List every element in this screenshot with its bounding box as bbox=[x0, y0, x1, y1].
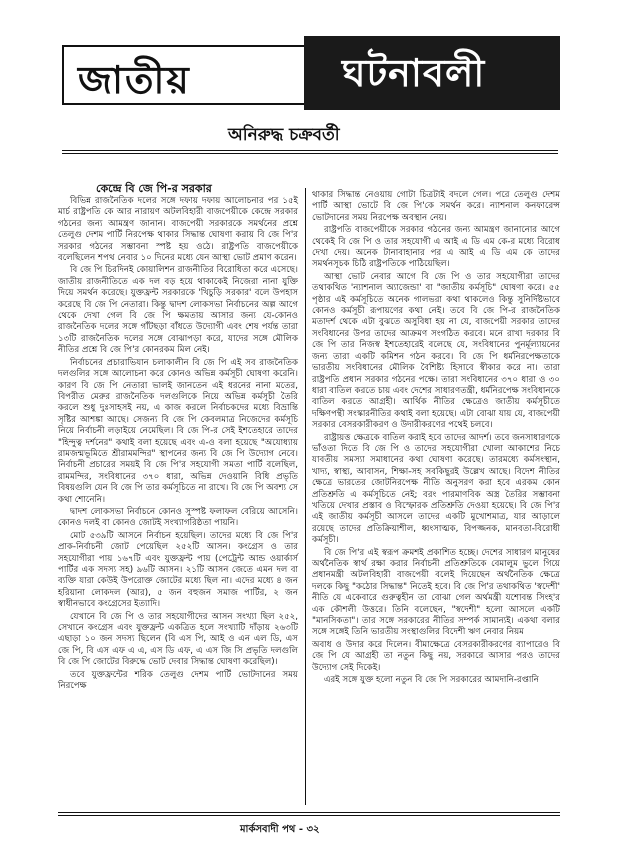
paragraph: এরই সঙ্গে যুক্ত হলো নতুন বি জে পি সরকারের আমদানি-রপ্তানি bbox=[324, 675, 539, 686]
author-name: অনিরুদ্ধ চক্রবর্তী bbox=[228, 125, 340, 145]
paragraph: অবাধ ও উদার করে দিলেন। বীমাক্ষেত্রে বেসরকারীকরণের ব্যাপারেও বি জে পি যে আগ্রহী তা নতুন কিছু নয়, সরকারে আসার পরও তাদের উদ্যোগ সেই দিকেই। bbox=[312, 639, 560, 673]
left-column bbox=[58, 196, 298, 693]
paragraph: মোট ৫৩৯টি আসনে নির্বাচন হয়েছিল। তাদের মধ্যে বি জে পি'র প্রাক-নির্বাচনী জোট পেয়েছিল ২৫২টি আসন। কংগ্রেস ও তার সহযোগীরা পায় ১৬৭টি এবং যুক্তফ্রন্ট পায় (পেট্রেন্ট আন্ড ওয়ার্কার্স পার্টির এক সদস্য সহ) ৯৬টি আসন। ২১টি আসন জেতে এমন দল বা ব্যক্তি যারা কেউই উপরোক্ত জোটের মধ্যে ছিল না। এদের মধ্যে ৪ জন হরিয়ানা লোকদল (আর), ৫ জন বহুজন সমাজ পার্টির, ২ জন স্বাধীনভাবে কংগ্রেসের ইত্যাদি। bbox=[58, 530, 298, 610]
paragraph: যেখানে বি জে পি ও তার সহযোগীদের আসন সংখ্যা ছিল ২৫২, সেখানে কংগ্রেস এবং যুক্তফ্রন্ট একত্রিত হলে সংখ্যাটি দাঁড়ায় ২৬৩টি এছাড়া ১০ জন সদস্য ছিলেন (বি এস পি, আই ও এন এল ডি, এস জে পি, বি এস এফ এ এ, এস ডি এফ, এ এস জি সি প্রভৃতি দলগুলি বি জে পি জোটের বিরুদ্ধে ভোট দেবার সিদ্ধান্ত ঘোষণা করেছিল)। bbox=[58, 611, 298, 668]
column-divider bbox=[305, 188, 306, 805]
bottom-rule-secondary bbox=[58, 815, 560, 816]
banner-title-left: জাতীয় bbox=[78, 58, 191, 102]
banner-left-box bbox=[62, 45, 312, 105]
section-banner bbox=[62, 36, 560, 114]
paragraph: নির্বাচনের প্রচারাভিযান চলাকালীন বি জে পি এই সব রাজনৈতিক দলগুলির সঙ্গে আলোচনা করে কোনও অভিন্ন কর্মসূচী ঘোষণা করেনি। কারণ বি জে পি নেতারা ভালই জানতেন এই ধরনের নানা মতের, বিপরীত মেরুর রাজনৈতিক দলগুলিকে নিয়ে অভিন্ন কর্মসূচী তৈরি করলে শুধু দুঃসাহসই নয়, এ কাজ করলে নির্বাচকদের মধ্যে বিভ্রান্তি সৃষ্টির আশঙ্কা আছে। সেজন্য বি জে পি কেবলমাত্র নিজেদের কর্মসূচি নিয়ে নির্বাচনী লড়াইয়ে নেমেছিল। বি জে পি-র সেই ইশতেহারে তাদের "হিন্দুত্ব দর্শনের" কথাই বলা হয়েছে এবং এ-ও বলা হয়েছে "অযোধ্যায় রামজন্মভূমিতে শ্রীরামমন্দির" স্থাপনের জন্য বি জে পি উদ্যোগ নেবে। নির্বাচনী প্রচারের সময়ই বি জে পি'র সহযোগী সমতা পার্টি বলেছিল, রামমন্দির, সংবিধানের ৩৭০ ধারা, অভিন্ন দেওয়ানি বিধি প্রভৃতি বিষয়গুলি যেন বি জে পি তার কর্মসূচিতে না রাখে। বি জে পি অবশ্য সে কথা শোনেনি। bbox=[58, 357, 298, 505]
paragraph: বি জে পি চিরদিনই কোয়ালিশন রাজনীতির বিরোধিতা করে এসেছে। জাতীয় রাজনীতিতে এক দল বড় হয়ে থাকাকেই নিজেরা নানা যুক্তি দিয়ে সমর্থন করেছে। যুক্তফ্রন্ট সরকারকে 'খিচুড়ি সরকার' বলে উপহাস করেছে বি জে পি নেতারা। কিন্তু দ্বাদশ লোকসভা নির্বাচনের অল্প আগে থেকে দেখা গেল বি জে পি ক্ষমতায় আসার জন্য যে-কোনও রাজনৈতিক দলের সঙ্গে গাঁটছড়া বাঁধতে উদ্যোগী এবং শেষ পর্যন্ত তারা ১৩টি রাজনৈতিক দলের সঙ্গে বোঝাপড়া করে, যাদের সঙ্গে মৌলিক নীতির প্রশ্নে বি জে পি'র কোনরকম মিল নেই। bbox=[58, 265, 298, 356]
banner-title-right: ঘটনাবলী bbox=[342, 51, 486, 95]
paragraph: বিভিন্ন রাজনৈতিক দলের সঙ্গে দফায় দফায় আলোচনার পর ১৫ই মার্চ রাষ্ট্রপতি কে আর নারায়ণ অটলবিহারী বাজপেয়ীকে কেন্দ্রে সরকার গঠনের জন্য আমন্ত্রণ জানান। বাজপেয়ী সরকারকে সমর্থনের প্রশ্নে তেলুগু দেশম পার্টি নিরপেক্ষ থাকার সিদ্ধান্ত ঘোষণা করায় বি জে পি'র সরকার গঠনের সম্ভাবনা স্পষ্ট হয় ওঠে। রাষ্ট্রপতি বাজপেয়ীকে বলেছিলেন শপথ নেবার ১০ দিনের মধ্যে যেন আস্থা ভোট প্রমাণ করেন। bbox=[58, 196, 298, 264]
paragraph: রাষ্ট্রপতি বাজপেয়ীকে সরকার গঠনের জন্য আমন্ত্রণ জানানোর আগে থেকেই বি জে পি ও তার সহযোগী এ আই এ ডি এম কে-র মধ্যে বিরোধ দেখা দেয়। অনেক টানাবাহানার পর এ আই এ ডি এম কে তাদের সমর্থনসূচক চিঠি রাষ্ট্রপতিকে পাঠিয়েছিল। bbox=[312, 225, 560, 270]
paragraph: আস্থা ভোট নেবার আগে বি জে পি ও তার সহযোগীরা তাদের তথাকথিত 'ন্যাশনাল অ্যাজেন্ডা' বা "জাতীয় কর্মসূচি" ঘোষণা করে। ৫৫ পৃষ্ঠার এই কর্মসূচিতে অনেক গালভরা কথা থাকলেও কিন্তু সুনির্দিষ্টভাবে কোনও কর্মসূচী রূপায়ণের কথা নেই। তবে বি জে পি-র রাজনৈতিক মতাদর্শ থেকে এটা বুঝতে অসুবিধা হয় না যে, বাজপেয়ী সরকার তাদের সংবিধানের উপর তাদের আক্রমণ সংগঠিত করবে। মনে রাখা দরকার বি জে পি তার নিজস্ব ইশতেহারেই বলেছে যে, সংবিধানের পুনর্মূল্যায়নের জন্য তারা একটি কমিশন গঠন করবে। বি জে পি ধর্মনিরপেক্ষতাকে ভারতীয় সংবিধানের মৌলিক বৈশিষ্ট্য হিসাবে স্বীকার করে না। তারা রাষ্ট্রপতি প্রধান সরকার গঠনের পক্ষে। তারা সংবিধানের ৩৭০ ধারা ও ৩০ ধারা বাতিল করতে চায় এবং দেশের সাধারণতন্ত্রী, ধর্মনিরপেক্ষ সংবিধানকে বাতিল করতে আগ্রহী। আর্থিক নীতির ক্ষেত্রেও জাতীয় কর্মসূচীতে দক্ষিণপন্থী সংস্কারনীতির কথাই বলা হয়েছে। এটা বোঝা যায় যে, বাজপেয়ী সরকার বেসরকারীকরণ ও উদারীকরণের পথেই চলবে। bbox=[312, 271, 560, 431]
banner-right-box bbox=[304, 36, 560, 110]
right-column bbox=[312, 190, 560, 687]
paragraph: থাকার সিদ্ধান্ত নেওয়ায় গোটা চিত্রটাই বদলে গেল। পরে তেলুগু দেশম পার্টি আস্থা ভোটে বি জে পি'কে সমর্থন করে। ন্যাশনাল কনফারেন্স ভোটদানের সময় নিরপেক্ষ অবস্থান নেয়। bbox=[312, 190, 560, 223]
paragraph: তবে যুক্তফ্রন্টের শরিক তেলুগু দেশম পার্টি ভোটদানের সময় নিরপেক্ষ bbox=[58, 669, 298, 692]
paragraph: রাষ্ট্রায়ত্ত ক্ষেত্রকে বাতিল করাই হবে তাদের আদর্শ। তবে জনসাধারণকে ভাঁওতা দিতে বি জে পি ও তাদের সহযোগীরা খোলা আকাশের নিচে যাবতীয় সমস্যা সমাধানের কথা ঘোষণা করেছে। তারমধ্যে কর্মসংস্থান, খাদ্য, স্বাস্থ্য, আবাসন, শিক্ষা-সহ সবকিছুরই উল্লেখ আছে। বিদেশ নীতির ক্ষেত্রে ভারতের জোটনিরপেক্ষ নীতি অনুসরণ করা হবে এরকম কোন প্রতিশ্রুতি এ কর্মসূচিতে নেই; বরং পারমাণবিক অস্ত্র তৈরির সম্ভাবনা খতিয়ে দেখার প্রস্তাব ও বিস্ফোরক প্রতিশ্রুতি দেওয়া হয়েছে। বি জে পি'র এই জাতীয় কর্মসূচী আসলে তাদের একটি মুখোশমাত্র, যার আড়ালে রয়েছে তাদের প্রতিক্রিয়াশীল, ধ্বংসাত্মক, বিপজ্জনক, মানবতা-বিরোধী কর্মসূচী। bbox=[312, 432, 560, 546]
page-footer: মার্কসবাদী পথ - ৩২ bbox=[240, 824, 320, 835]
article-heading: কেন্দ্রে বি জে পি-র সরকার bbox=[96, 182, 212, 195]
top-rule bbox=[62, 150, 558, 151]
bottom-rule bbox=[58, 812, 560, 813]
paragraph: বি জে পি'র এই স্বরূপ ক্রমশই প্রকাশিত হচ্ছে। দেশের সাধারণ মানুষের অর্থনৈতিক স্বার্থ রক্ষা করার নির্বাচনী প্রতিশ্রুতিকে বেমালুম ভুলে গিয়ে প্রধানমন্ত্রী অটলবিহারী বাজপেয়ী বলেই দিয়েছেন অর্থনৈতিক ক্ষেত্রে দলকে কিছু "কঠোর সিদ্ধান্ত" নিতেই হবে। বি জে পি'র তথাকথিত 'স্বদেশী' নীতি যে একেবারে গুরুত্বহীন তা বোঝা গেল অর্থমন্ত্রী যশোবন্ত সিংহ'র এক কৌশলী উত্তরে। তিনি বলেছেন, "স্বদেশী" হলো আসলে একটি "মানসিকতা"। তার সঙ্গে সরকারের নীতির সম্পর্ক সামান্যই। একথা বলার সঙ্গে সঙ্গেই তিনি ভারতীয় সংস্থাগুলির বিদেশী ঋণ নেবার নিয়ম bbox=[312, 547, 560, 638]
top-rule-secondary bbox=[62, 153, 558, 154]
paragraph: দ্বাদশ লোকসভা নির্বাচনে কোনও সুস্পষ্ট ফলাফল বেরিয়ে আসেনি। কোনও দলই বা কোনও জোটই সংখ্যাগরিষ্ঠতা পায়নি। bbox=[58, 506, 298, 529]
